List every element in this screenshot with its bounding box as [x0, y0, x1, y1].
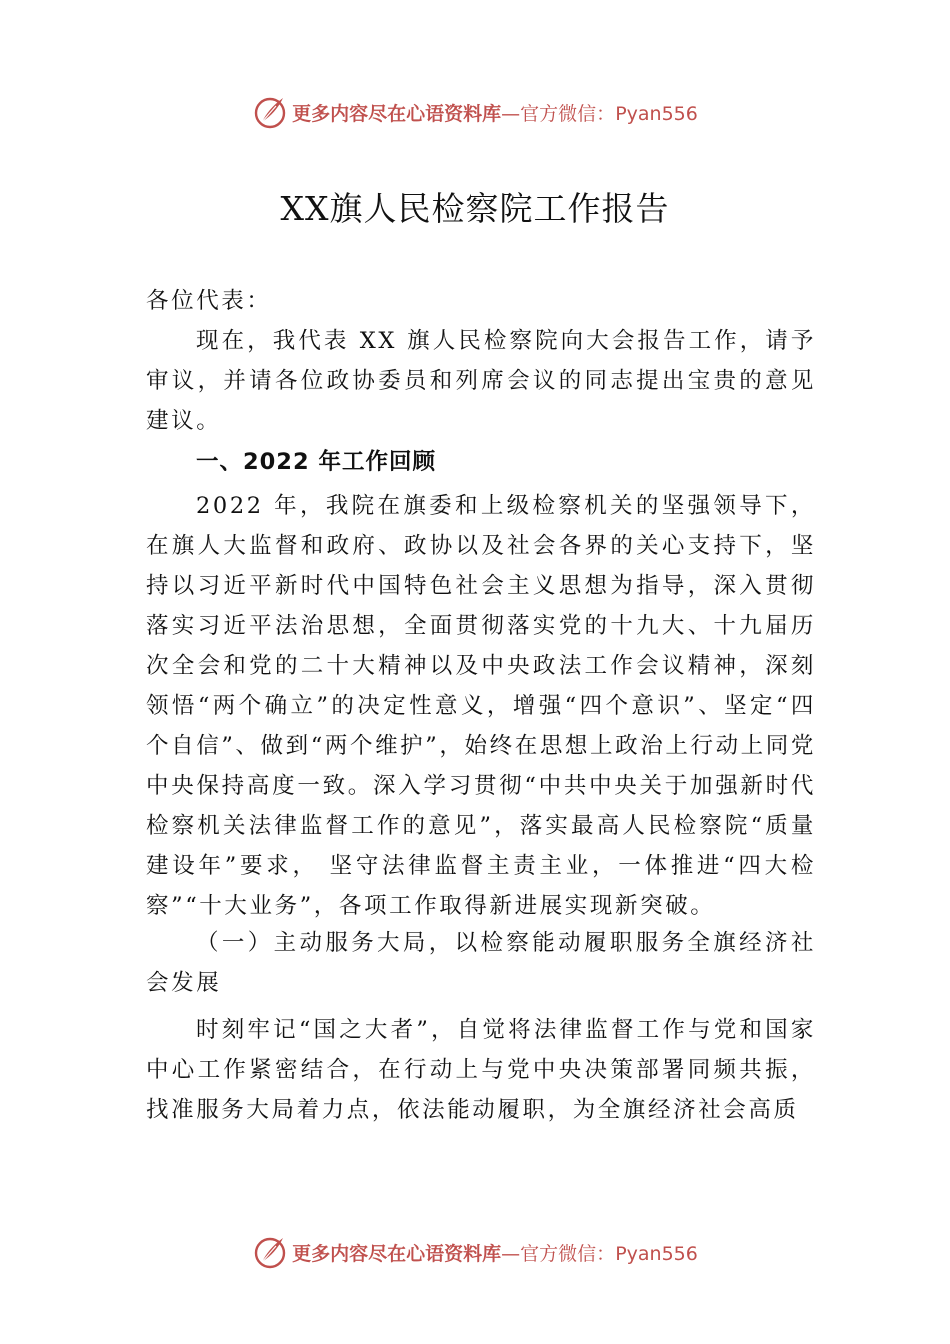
- intro-paragraph: 现在，我代表 XX 旗人民检察院向大会报告工作，请予审议，并请各位政协委员和列席会议的同志提出宝贵的意见建议。: [146, 328, 816, 434]
- subsection-heading-serve: （一）主动服务大局，以检察能动履职服务全旗经济社会发展: [146, 930, 816, 996]
- footer-banner-text: [292, 1239, 698, 1266]
- footer-banner: [0, 1232, 950, 1272]
- section-heading-review: 一、2022 年工作回顾: [196, 449, 436, 475]
- footer-banner-wechat-label: 官方微信：: [520, 1242, 616, 1265]
- document-title: XX旗人民检察院工作报告: [280, 189, 670, 228]
- banner-wechat-id: Pyan556: [615, 102, 698, 125]
- banner-separator: —: [501, 102, 521, 125]
- footer-banner-brand: 更多内容尽在心语资料库: [292, 1242, 502, 1265]
- feather-logo-icon: [252, 1234, 288, 1270]
- footer-banner-separator: —: [501, 1242, 521, 1265]
- salutation: 各位代表：: [146, 288, 272, 314]
- footer-banner-wechat-id: Pyan556: [615, 1242, 698, 1265]
- header-banner: [0, 92, 950, 132]
- subsection-serve-paragraph: 时刻牢记“国之大者”，自觉将法律监督工作与党和国家中心工作紧密结合，在行动上与党中央决策部署同频共振， 找准服务大局着力点，依法能动履职，为全旗经济社会高质: [146, 1017, 816, 1123]
- feather-logo-icon: [252, 94, 288, 130]
- section-review-paragraph: 2022 年，我院在旗委和上级检察机关的坚强领导下，在旗人大监督和政府、政协以及社会各界的关心支持下，坚持以习近平新时代中国特色社会主义思想为指导，深入贯彻落实习近平法治思想，全面贯彻落实党的十九大、十九届历次全会和党的二十大精神以及中央政法工作会议精神，深刻领悟“两个确立”的决定性意义，增强“四个意识”、坚定“四个自信”、做到“两个维护”，始终在思想上政治上行动上同党中央保持高度一致。深入学习贯彻“中共中央关于加强新时代检察机关法律监督工作的意见”，落实最高人民检察院“质量建设年”要求， 坚守法律监督主责主业，一体推进“四大检察”“十大业务”，各项工作取得新进展实现新突破。: [146, 493, 816, 919]
- banner-brand: 更多内容尽在心语资料库: [292, 102, 502, 125]
- banner-text: [292, 99, 698, 126]
- banner-wechat-label: 官方微信：: [520, 102, 616, 125]
